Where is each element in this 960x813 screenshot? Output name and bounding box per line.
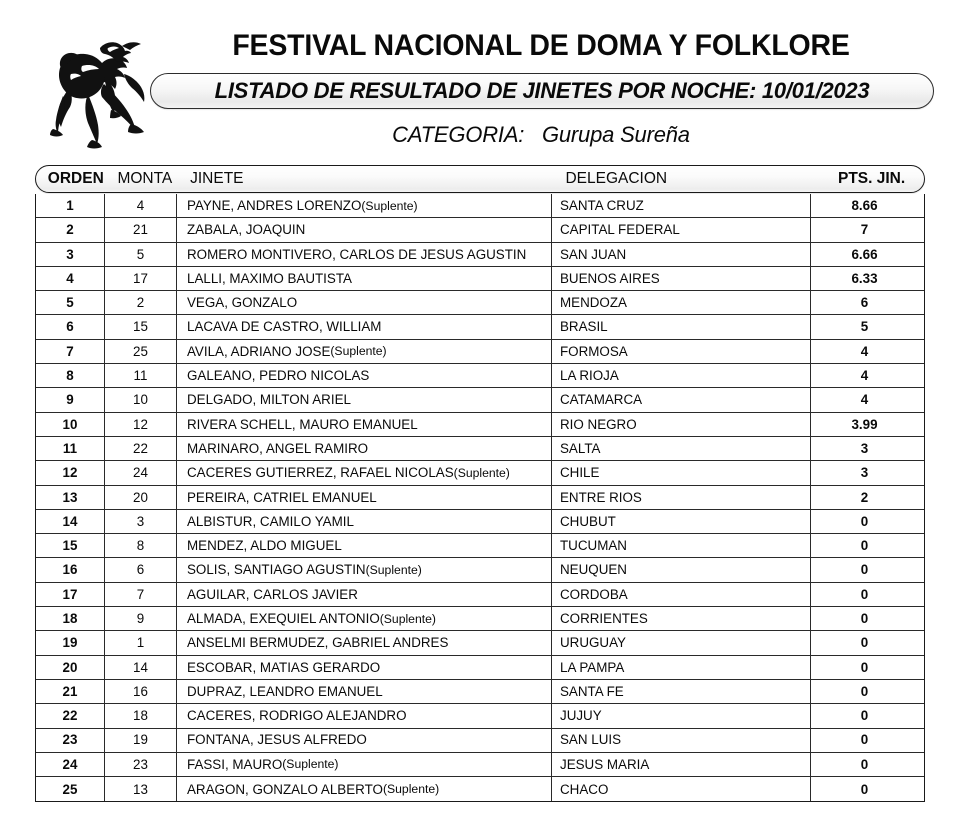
cell-jinete <box>177 510 552 533</box>
cell-delegacion-text: SALTA <box>560 440 601 456</box>
cell-orden <box>36 607 105 630</box>
cell-delegacion <box>552 267 811 290</box>
cell-jinete-text: MENDEZ, ALDO MIGUEL <box>187 538 342 554</box>
cell-monta-text: 2 <box>136 295 145 311</box>
cell-orden-text: 7 <box>66 343 74 359</box>
document-header <box>0 0 960 160</box>
cell-jinete <box>177 315 552 338</box>
cell-pts-jin <box>811 437 918 460</box>
table-row <box>36 558 924 582</box>
cell-pts-jin <box>811 194 918 217</box>
cell-monta-text: 18 <box>133 708 148 724</box>
cell-orden <box>36 218 105 241</box>
cell-orden-text: 20 <box>62 659 78 675</box>
suplente-tag: (Suplente) <box>453 465 510 480</box>
table-row <box>36 510 924 534</box>
table-row <box>36 729 924 753</box>
cell-monta-text: 25 <box>133 343 148 359</box>
cell-monta <box>105 704 177 727</box>
cell-delegacion-text: CORRIENTES <box>560 610 648 626</box>
cell-jinete-text: ANSELMI BERMUDEZ, GABRIEL ANDRES <box>187 635 449 651</box>
column-header-monta: MONTA <box>117 171 173 187</box>
cell-jinete-text: ROMERO MONTIVERO, CARLOS DE JESUS AGUSTIN <box>187 246 527 262</box>
cell-jinete-text: GALEANO, PEDRO NICOLAS <box>187 368 370 384</box>
cell-jinete <box>177 340 552 363</box>
cell-delegacion <box>552 364 811 387</box>
cell-monta-text: 9 <box>136 610 145 626</box>
cell-jinete <box>177 218 552 241</box>
suplente-tag: (Suplente) <box>379 611 436 626</box>
cell-jinete-text: ARAGON, GONZALO ALBERTO <box>187 781 383 797</box>
cell-pts-jin <box>811 388 918 411</box>
cell-delegacion-text: CHUBUT <box>560 513 616 529</box>
cell-pts-jin <box>811 680 918 703</box>
cell-delegacion-text: CORDOBA <box>560 586 628 602</box>
cell-orden-text: 15 <box>62 538 78 554</box>
cell-delegacion-text: MENDOZA <box>560 295 627 311</box>
cell-orden-text: 18 <box>62 610 78 626</box>
cell-monta <box>105 631 177 654</box>
cell-pts-jin-text: 6.66 <box>851 246 878 262</box>
cell-pts-jin-text: 6.33 <box>851 270 878 286</box>
cell-delegacion <box>552 680 811 703</box>
cell-delegacion <box>552 461 811 484</box>
cell-monta-text: 10 <box>133 392 148 408</box>
cell-orden <box>36 194 105 217</box>
cell-orden-text: 23 <box>62 732 78 748</box>
cell-orden-text: 21 <box>62 683 78 699</box>
cell-jinete <box>177 267 552 290</box>
cell-jinete-text: PAYNE, ANDRES LORENZO <box>187 197 362 213</box>
cell-pts-jin-text: 0 <box>860 781 869 797</box>
cell-orden <box>36 243 105 266</box>
cell-orden-text: 3 <box>66 246 74 262</box>
cell-pts-jin-text: 3.99 <box>851 416 878 432</box>
cell-pts-jin-text: 8.66 <box>851 197 878 213</box>
cell-delegacion <box>552 753 811 776</box>
cell-orden <box>36 437 105 460</box>
table-row <box>36 243 924 267</box>
cell-orden <box>36 656 105 679</box>
cell-orden-text: 11 <box>62 440 78 456</box>
cell-delegacion <box>552 534 811 557</box>
cell-delegacion <box>552 510 811 533</box>
cell-delegacion-text: LA PAMPA <box>560 659 625 675</box>
cell-pts-jin <box>811 607 918 630</box>
cell-delegacion-text: SANTA CRUZ <box>560 197 644 213</box>
cell-orden <box>36 558 105 581</box>
cell-monta <box>105 267 177 290</box>
cell-delegacion <box>552 631 811 654</box>
cell-monta-text: 21 <box>133 222 148 238</box>
cell-delegacion-text: NEUQUEN <box>560 562 627 578</box>
cell-jinete <box>177 704 552 727</box>
cell-monta <box>105 218 177 241</box>
cell-jinete-text: LALLI, MAXIMO BAUTISTA <box>187 270 352 286</box>
cell-pts-jin-text: 0 <box>860 708 869 724</box>
cell-delegacion <box>552 413 811 436</box>
cell-monta-text: 5 <box>136 246 145 262</box>
cell-delegacion-text: SANTA FE <box>560 683 624 699</box>
table-row <box>36 753 924 777</box>
cell-monta <box>105 413 177 436</box>
column-header-delegacion: DELEGACION <box>565 171 668 187</box>
suplente-tag: (Suplente) <box>330 344 387 359</box>
cell-delegacion-text: CHILE <box>560 465 600 481</box>
cell-orden-text: 16 <box>62 562 78 578</box>
cell-delegacion <box>552 340 811 363</box>
cell-pts-jin-text: 0 <box>860 562 869 578</box>
cell-orden <box>36 631 105 654</box>
table-row <box>36 704 924 728</box>
cell-jinete-text: FONTANA, JESUS ALFREDO <box>187 732 367 748</box>
cell-pts-jin-text: 4 <box>860 343 869 359</box>
cell-pts-jin-text: 5 <box>860 319 869 335</box>
subtitle-text: LISTADO DE RESULTADO DE JINETES POR NOCHE: 10/01/2023 <box>214 77 870 103</box>
cell-orden <box>36 291 105 314</box>
cell-pts-jin-text: 2 <box>860 489 869 505</box>
table-row <box>36 461 924 485</box>
table-row <box>36 777 924 801</box>
cell-jinete <box>177 777 552 801</box>
cell-jinete-text: MARINARO, ANGEL RAMIRO <box>187 440 369 456</box>
cell-orden-text: 19 <box>62 635 78 651</box>
cell-orden-text: 22 <box>62 708 78 724</box>
cell-orden <box>36 534 105 557</box>
cell-delegacion <box>552 656 811 679</box>
cell-delegacion-text: BUENOS AIRES <box>560 270 660 286</box>
cell-monta <box>105 607 177 630</box>
cell-delegacion-text: CAPITAL FEDERAL <box>560 222 680 238</box>
cell-orden <box>36 340 105 363</box>
cell-delegacion-text: JUJUY <box>560 708 602 724</box>
cell-monta <box>105 340 177 363</box>
cell-monta-text: 17 <box>133 270 148 286</box>
cell-orden <box>36 461 105 484</box>
cell-pts-jin <box>811 729 918 752</box>
cell-jinete <box>177 364 552 387</box>
cell-delegacion <box>552 218 811 241</box>
cell-delegacion <box>552 291 811 314</box>
cell-delegacion <box>552 607 811 630</box>
cell-monta-text: 11 <box>133 368 148 384</box>
cell-orden-text: 4 <box>66 270 74 286</box>
cell-pts-jin-text: 3 <box>860 465 869 481</box>
cell-jinete-text: DUPRAZ, LEANDRO EMANUEL <box>187 683 383 699</box>
cell-orden-text: 2 <box>66 222 74 238</box>
cell-monta <box>105 461 177 484</box>
cell-jinete <box>177 583 552 606</box>
cell-jinete <box>177 388 552 411</box>
cell-jinete-text: ALMADA, EXEQUIEL ANTONIO <box>187 610 380 626</box>
cell-orden-text: 14 <box>62 513 78 529</box>
cell-orden <box>36 364 105 387</box>
cell-monta-text: 24 <box>133 465 148 481</box>
cell-monta <box>105 364 177 387</box>
cell-pts-jin <box>811 243 918 266</box>
cell-jinete <box>177 534 552 557</box>
cell-orden-text: 9 <box>66 392 74 408</box>
cell-orden-text: 13 <box>62 489 78 505</box>
subtitle-banner <box>150 73 934 109</box>
cell-pts-jin <box>811 413 918 436</box>
cell-monta <box>105 243 177 266</box>
cell-pts-jin <box>811 534 918 557</box>
cell-delegacion <box>552 777 811 801</box>
cell-pts-jin-text: 0 <box>860 683 869 699</box>
table-row <box>36 291 924 315</box>
cell-delegacion <box>552 388 811 411</box>
cell-jinete-text: LACAVA DE CASTRO, WILLIAM <box>187 319 382 335</box>
cell-pts-jin-text: 0 <box>860 659 869 675</box>
cell-orden <box>36 510 105 533</box>
table-row <box>36 680 924 704</box>
cell-delegacion-text: LA RIOJA <box>560 368 619 384</box>
page-title: FESTIVAL NACIONAL DE DOMA Y FOLKLORE <box>232 29 850 62</box>
cell-orden <box>36 413 105 436</box>
cell-orden <box>36 315 105 338</box>
cell-orden <box>36 753 105 776</box>
suplente-tag: (Suplente) <box>365 563 422 577</box>
cell-jinete <box>177 753 552 776</box>
table-row <box>36 534 924 558</box>
cell-jinete-text: VEGA, GONZALO <box>187 295 298 311</box>
cell-jinete-text: ESCOBAR, MATIAS GERARDO <box>187 659 381 675</box>
cell-jinete <box>177 486 552 509</box>
cell-monta-text: 23 <box>133 756 148 772</box>
table-row <box>36 631 924 655</box>
cell-delegacion-text: SAN JUAN <box>560 246 627 262</box>
title-block <box>150 0 932 160</box>
cell-monta-text: 3 <box>136 513 145 529</box>
cell-monta <box>105 315 177 338</box>
table-row <box>36 486 924 510</box>
cell-jinete-text: AVILA, ADRIANO JOSE <box>187 343 331 359</box>
cell-pts-jin-text: 0 <box>860 756 869 772</box>
cell-monta <box>105 753 177 776</box>
cell-pts-jin <box>811 315 918 338</box>
cell-orden-text: 10 <box>62 416 78 432</box>
cell-monta-text: 13 <box>133 781 148 797</box>
cell-pts-jin <box>811 704 918 727</box>
table-row <box>36 388 924 412</box>
cell-pts-jin <box>811 583 918 606</box>
cell-jinete <box>177 729 552 752</box>
cell-delegacion-text: JESUS MARIA <box>560 756 650 772</box>
table-row <box>36 194 924 218</box>
cell-orden <box>36 486 105 509</box>
cell-jinete-text: SOLIS, SANTIAGO AGUSTIN <box>187 562 366 578</box>
cell-jinete <box>177 243 552 266</box>
cell-monta <box>105 437 177 460</box>
cell-pts-jin <box>811 510 918 533</box>
cell-monta-text: 6 <box>136 562 145 578</box>
cell-monta-text: 15 <box>133 319 148 335</box>
cell-monta <box>105 194 177 217</box>
cell-monta <box>105 680 177 703</box>
cell-delegacion <box>552 243 811 266</box>
table-header-row <box>35 165 925 193</box>
cell-orden-text: 6 <box>66 319 74 335</box>
category-line <box>150 122 932 148</box>
cell-pts-jin <box>811 558 918 581</box>
cell-delegacion-text: TUCUMAN <box>560 538 627 554</box>
cell-jinete <box>177 607 552 630</box>
suplente-tag: (Suplente) <box>382 782 440 797</box>
cell-jinete <box>177 194 552 217</box>
cell-delegacion <box>552 315 811 338</box>
column-header-pts-jin: PTS. JIN. <box>838 171 906 187</box>
cell-orden-text: 25 <box>62 781 78 797</box>
cell-jinete <box>177 437 552 460</box>
cell-delegacion <box>552 486 811 509</box>
cell-delegacion-text: CHACO <box>560 781 609 797</box>
cell-monta-text: 14 <box>133 659 148 675</box>
cell-pts-jin-text: 6 <box>860 295 869 311</box>
cell-monta <box>105 388 177 411</box>
cell-orden <box>36 777 105 801</box>
cell-delegacion-text: CATAMARCA <box>560 392 643 408</box>
cell-delegacion-text: SAN LUIS <box>560 732 622 748</box>
results-table <box>35 165 925 802</box>
table-row <box>36 267 924 291</box>
cell-monta <box>105 583 177 606</box>
cell-orden <box>36 583 105 606</box>
suplente-tag: (Suplente) <box>282 757 339 772</box>
cell-monta-text: 16 <box>133 683 148 699</box>
cell-monta <box>105 510 177 533</box>
cell-jinete <box>177 680 552 703</box>
cell-pts-jin <box>811 777 918 801</box>
cell-orden-text: 17 <box>62 586 78 602</box>
cell-jinete-text: CACERES GUTIERREZ, RAFAEL NICOLAS <box>187 465 454 481</box>
cell-orden-text: 8 <box>66 368 74 384</box>
cell-orden <box>36 729 105 752</box>
cell-monta-text: 20 <box>133 489 148 505</box>
cell-orden <box>36 267 105 290</box>
cell-pts-jin-text: 0 <box>860 586 869 602</box>
cell-monta <box>105 558 177 581</box>
cell-delegacion <box>552 558 811 581</box>
cell-delegacion-text: FORMOSA <box>560 343 628 359</box>
cell-monta-text: 12 <box>133 416 148 432</box>
cell-pts-jin-text: 0 <box>860 635 869 651</box>
cell-orden-text: 1 <box>66 197 74 213</box>
cell-jinete <box>177 291 552 314</box>
cell-delegacion-text: URUGUAY <box>560 635 626 651</box>
cell-orden-text: 24 <box>62 756 78 772</box>
cell-delegacion-text: RIO NEGRO <box>560 416 637 432</box>
column-header-jinete: JINETE <box>190 171 244 187</box>
cell-pts-jin-text: 4 <box>860 392 869 408</box>
cell-pts-jin <box>811 753 918 776</box>
cell-pts-jin-text: 0 <box>860 538 869 554</box>
cell-pts-jin-text: 7 <box>860 222 869 238</box>
cell-pts-jin-text: 0 <box>860 513 869 529</box>
cell-jinete-text: FASSI, MAURO <box>187 756 283 772</box>
cell-jinete-text: ZABALA, JOAQUIN <box>187 222 306 238</box>
cell-jinete-text: RIVERA SCHELL, MAURO EMANUEL <box>187 416 418 432</box>
suplente-tag: (Suplente) <box>361 198 418 213</box>
table-row <box>36 607 924 631</box>
cell-jinete <box>177 631 552 654</box>
cell-delegacion <box>552 729 811 752</box>
cell-pts-jin <box>811 656 918 679</box>
cell-delegacion <box>552 437 811 460</box>
cell-jinete-text: AGUILAR, CARLOS JAVIER <box>187 586 358 602</box>
cell-pts-jin-text: 0 <box>860 610 869 626</box>
column-header-orden: ORDEN <box>47 171 104 187</box>
cell-monta-text: 8 <box>136 538 145 554</box>
cell-monta <box>105 729 177 752</box>
cell-pts-jin-text: 3 <box>860 440 869 456</box>
cell-pts-jin <box>811 631 918 654</box>
cell-orden-text: 12 <box>62 465 78 481</box>
cell-jinete <box>177 461 552 484</box>
table-row <box>36 656 924 680</box>
cell-jinete <box>177 413 552 436</box>
table-row <box>36 583 924 607</box>
cell-jinete-text: ALBISTUR, CAMILO YAMIL <box>187 513 354 529</box>
table-row <box>36 364 924 388</box>
table-row <box>36 218 924 242</box>
cell-orden <box>36 388 105 411</box>
cell-monta-text: 7 <box>136 586 145 602</box>
cell-pts-jin-text: 0 <box>860 732 869 748</box>
table-row <box>36 340 924 364</box>
cell-jinete-text: PEREIRA, CATRIEL EMANUEL <box>187 489 377 505</box>
cell-monta-text: 19 <box>133 732 148 748</box>
cell-delegacion <box>552 583 811 606</box>
table-body <box>35 194 925 802</box>
category-value: Gurupa Sureña <box>541 121 690 147</box>
cell-delegacion-text: ENTRE RIOS <box>560 489 642 505</box>
cell-jinete <box>177 558 552 581</box>
cell-orden <box>36 704 105 727</box>
cell-monta <box>105 777 177 801</box>
cell-orden <box>36 680 105 703</box>
cell-pts-jin <box>811 218 918 241</box>
cell-jinete-text: DELGADO, MILTON ARIEL <box>187 392 351 408</box>
table-row <box>36 315 924 339</box>
cell-delegacion <box>552 194 811 217</box>
table-row <box>36 413 924 437</box>
cell-monta-text: 4 <box>136 197 145 213</box>
cell-monta <box>105 656 177 679</box>
cell-monta <box>105 291 177 314</box>
cell-delegacion <box>552 704 811 727</box>
cell-pts-jin <box>811 340 918 363</box>
cell-monta-text: 1 <box>136 635 145 651</box>
cell-pts-jin <box>811 364 918 387</box>
cell-monta-text: 22 <box>133 440 148 456</box>
cell-pts-jin <box>811 461 918 484</box>
cell-pts-jin-text: 4 <box>860 368 869 384</box>
table-row <box>36 437 924 461</box>
cell-pts-jin <box>811 291 918 314</box>
cell-pts-jin <box>811 486 918 509</box>
cell-pts-jin <box>811 267 918 290</box>
category-label: CATEGORIA: <box>392 121 525 147</box>
cell-jinete <box>177 656 552 679</box>
cell-jinete-text: CACERES, RODRIGO ALEJANDRO <box>187 708 407 724</box>
cell-monta <box>105 534 177 557</box>
cell-monta <box>105 486 177 509</box>
gaucho-bucking-horse-icon <box>38 24 150 150</box>
cell-delegacion-text: BRASIL <box>560 319 608 335</box>
cell-orden-text: 5 <box>66 295 74 311</box>
